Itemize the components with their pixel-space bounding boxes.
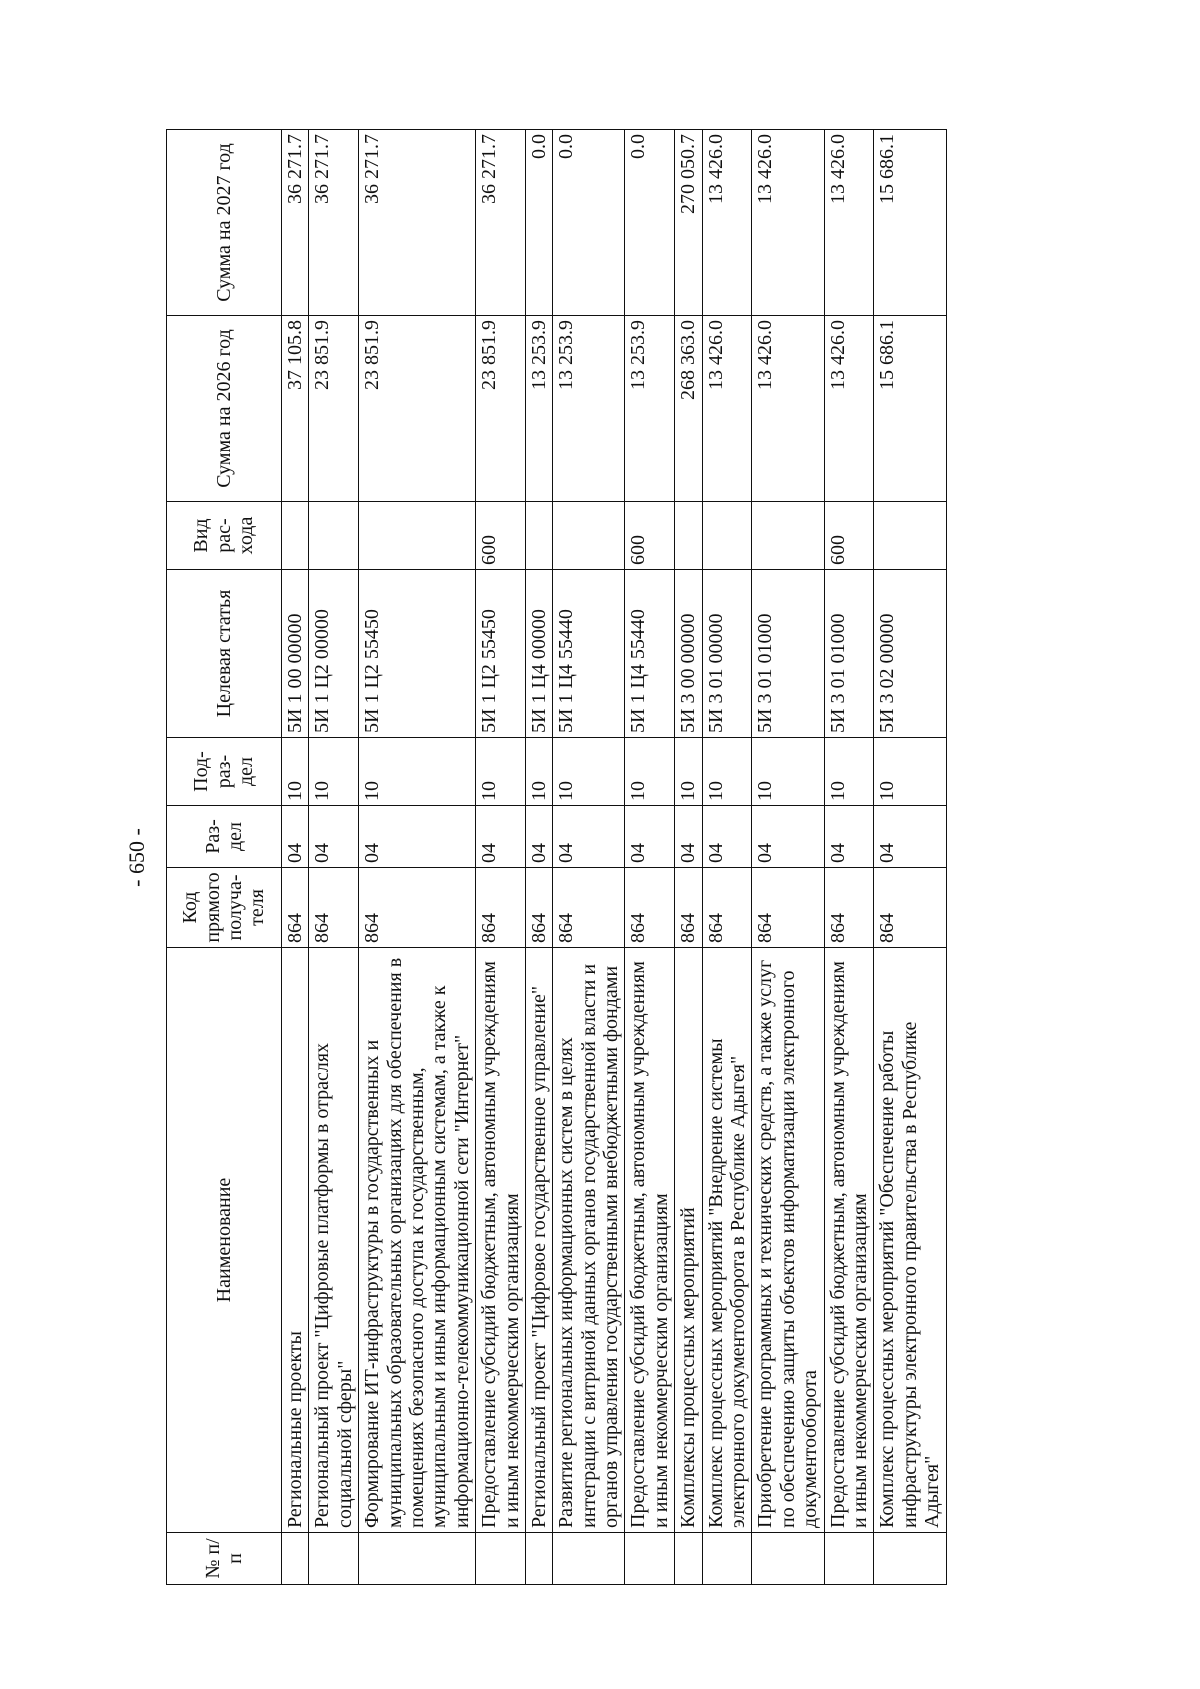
cell-name: Предоставление субсидий бюджетным, автономным учреждениям и иным некоммерческим организациям bbox=[625, 948, 675, 1533]
cell-name: Комплекс процессных мероприятий "Обеспечение работы инфраструктуры электронного правительства в Республике Адыгея" bbox=[874, 948, 946, 1533]
table-row bbox=[282, 130, 309, 1585]
cell-no bbox=[675, 1533, 702, 1585]
cell-sum-2026: 13 253.9 bbox=[525, 316, 552, 502]
header-name: Наименование bbox=[167, 948, 282, 1533]
cell-vid bbox=[874, 502, 946, 570]
cell-vid: 600 bbox=[824, 502, 874, 570]
cell-vid bbox=[553, 502, 625, 570]
cell-name: Комплекс процессных мероприятий "Внедрение системы электронного документооборота в Республике Адыгея" bbox=[702, 948, 752, 1533]
cell-sum-2026: 23 851.9 bbox=[476, 316, 526, 502]
cell-code: 864 bbox=[525, 868, 552, 948]
cell-vid bbox=[675, 502, 702, 570]
cell-sum-2026: 23 851.9 bbox=[359, 316, 476, 502]
cell-vid bbox=[525, 502, 552, 570]
header-sum-2027: Сумма на 2027 год bbox=[167, 130, 282, 316]
cell-razdel: 04 bbox=[675, 806, 702, 868]
cell-code: 864 bbox=[824, 868, 874, 948]
cell-sum-2026: 13 253.9 bbox=[625, 316, 675, 502]
cell-podrazdel: 10 bbox=[625, 738, 675, 806]
cell-podrazdel: 10 bbox=[702, 738, 752, 806]
cell-name: Комплексы процессных мероприятий bbox=[675, 948, 702, 1533]
table-row bbox=[675, 130, 702, 1585]
cell-podrazdel: 10 bbox=[476, 738, 526, 806]
cell-podrazdel: 10 bbox=[359, 738, 476, 806]
cell-name: Региональные проекты bbox=[282, 948, 309, 1533]
cell-name: Предоставление субсидий бюджетным, автономным учреждениям и иным некоммерческим организациям bbox=[824, 948, 874, 1533]
cell-razdel: 04 bbox=[625, 806, 675, 868]
cell-sum-2027: 0.0 bbox=[625, 130, 675, 316]
cell-celevaya: 5И 3 00 00000 bbox=[675, 570, 702, 738]
table-row bbox=[625, 130, 675, 1585]
table-row bbox=[476, 130, 526, 1585]
cell-no bbox=[874, 1533, 946, 1585]
header-vid: Вид рас- хода bbox=[167, 502, 282, 570]
cell-no bbox=[752, 1533, 824, 1585]
header-razdel: Раз- дел bbox=[167, 806, 282, 868]
cell-celevaya: 5И 1 00 00000 bbox=[282, 570, 309, 738]
cell-no bbox=[525, 1533, 552, 1585]
cell-no bbox=[824, 1533, 874, 1585]
cell-no bbox=[476, 1533, 526, 1585]
cell-sum-2026: 268 363.0 bbox=[675, 316, 702, 502]
cell-vid bbox=[359, 502, 476, 570]
cell-celevaya: 5И 3 01 00000 bbox=[702, 570, 752, 738]
cell-code: 864 bbox=[359, 868, 476, 948]
cell-razdel: 04 bbox=[702, 806, 752, 868]
cell-code: 864 bbox=[752, 868, 824, 948]
cell-sum-2026: 37 105.8 bbox=[282, 316, 309, 502]
cell-celevaya: 5И 3 01 01000 bbox=[752, 570, 824, 738]
cell-razdel: 04 bbox=[874, 806, 946, 868]
cell-razdel: 04 bbox=[476, 806, 526, 868]
cell-sum-2027: 270 050.7 bbox=[675, 130, 702, 316]
table-row bbox=[752, 130, 824, 1585]
cell-celevaya: 5И 3 01 01000 bbox=[824, 570, 874, 738]
table-row bbox=[359, 130, 476, 1585]
cell-sum-2026: 13 426.0 bbox=[824, 316, 874, 502]
header-podrazdel: Под- раз- дел bbox=[167, 738, 282, 806]
cell-razdel: 04 bbox=[525, 806, 552, 868]
cell-name: Приобретение программных и технических средств, а также услуг по обеспечению защиты объектов информатизации электронного документооборота bbox=[752, 948, 824, 1533]
cell-no bbox=[359, 1533, 476, 1585]
cell-celevaya: 5И 1 Ц4 55440 bbox=[553, 570, 625, 738]
document-page bbox=[108, 130, 1018, 1585]
cell-celevaya: 5И 1 Ц2 00000 bbox=[309, 570, 359, 738]
cell-celevaya: 5И 1 Ц4 00000 bbox=[525, 570, 552, 738]
cell-celevaya: 5И 1 Ц2 55450 bbox=[359, 570, 476, 738]
cell-no bbox=[625, 1533, 675, 1585]
cell-name: Формирование ИТ-инфраструктуры в государственных и муниципальных образовательных организациях для обеспечения в помещениях безопасного доступа к государственным, муниципальным и иным информационным системам, а также к информационно-телекоммуникационной сети "Интернет" bbox=[359, 948, 476, 1533]
cell-vid bbox=[752, 502, 824, 570]
cell-name: Региональный проект "Цифровые платформы в отраслях социальной сферы" bbox=[309, 948, 359, 1533]
cell-sum-2027: 0.0 bbox=[525, 130, 552, 316]
cell-sum-2027: 13 426.0 bbox=[752, 130, 824, 316]
page-number: - 650 - bbox=[124, 828, 149, 887]
cell-vid bbox=[309, 502, 359, 570]
cell-podrazdel: 10 bbox=[824, 738, 874, 806]
cell-celevaya: 5И 1 Ц2 55450 bbox=[476, 570, 526, 738]
table-row bbox=[702, 130, 752, 1585]
cell-sum-2027: 36 271.7 bbox=[309, 130, 359, 316]
cell-code: 864 bbox=[553, 868, 625, 948]
budget-table bbox=[166, 129, 947, 1585]
cell-sum-2026: 13 426.0 bbox=[702, 316, 752, 502]
cell-celevaya: 5И 1 Ц4 55440 bbox=[625, 570, 675, 738]
cell-no bbox=[309, 1533, 359, 1585]
cell-podrazdel: 10 bbox=[553, 738, 625, 806]
cell-razdel: 04 bbox=[752, 806, 824, 868]
cell-vid bbox=[282, 502, 309, 570]
cell-no bbox=[702, 1533, 752, 1585]
cell-sum-2026: 13 253.9 bbox=[553, 316, 625, 502]
cell-no bbox=[282, 1533, 309, 1585]
cell-name: Развитие региональных информационных систем в целях интеграции с витриной данных органов государственной власти и органов управления государственными внебюджетными фондами bbox=[553, 948, 625, 1533]
cell-name: Предоставление субсидий бюджетным, автономным учреждениям и иным некоммерческим организациям bbox=[476, 948, 526, 1533]
cell-name: Региональный проект "Цифровое государственное управление" bbox=[525, 948, 552, 1533]
cell-sum-2027: 13 426.0 bbox=[702, 130, 752, 316]
cell-vid: 600 bbox=[625, 502, 675, 570]
header-sum-2026: Сумма на 2026 год bbox=[167, 316, 282, 502]
cell-code: 864 bbox=[625, 868, 675, 948]
cell-razdel: 04 bbox=[359, 806, 476, 868]
cell-no bbox=[553, 1533, 625, 1585]
cell-sum-2027: 36 271.7 bbox=[359, 130, 476, 316]
cell-code: 864 bbox=[309, 868, 359, 948]
table-row bbox=[874, 130, 946, 1585]
table-header-row bbox=[167, 130, 282, 1585]
header-celevaya: Целевая статья bbox=[167, 570, 282, 738]
cell-sum-2027: 36 271.7 bbox=[476, 130, 526, 316]
cell-razdel: 04 bbox=[309, 806, 359, 868]
cell-sum-2026: 23 851.9 bbox=[309, 316, 359, 502]
cell-podrazdel: 10 bbox=[874, 738, 946, 806]
cell-podrazdel: 10 bbox=[525, 738, 552, 806]
cell-vid bbox=[702, 502, 752, 570]
cell-code: 864 bbox=[476, 868, 526, 948]
table-row bbox=[553, 130, 625, 1585]
cell-celevaya: 5И 3 02 00000 bbox=[874, 570, 946, 738]
cell-code: 864 bbox=[874, 868, 946, 948]
table-row bbox=[309, 130, 359, 1585]
header-code: Код прямого получа- теля bbox=[167, 868, 282, 948]
cell-podrazdel: 10 bbox=[675, 738, 702, 806]
table-row bbox=[525, 130, 552, 1585]
cell-code: 864 bbox=[702, 868, 752, 948]
cell-podrazdel: 10 bbox=[309, 738, 359, 806]
header-no: № п/п bbox=[167, 1533, 282, 1585]
cell-code: 864 bbox=[675, 868, 702, 948]
cell-podrazdel: 10 bbox=[752, 738, 824, 806]
cell-code: 864 bbox=[282, 868, 309, 948]
cell-podrazdel: 10 bbox=[282, 738, 309, 806]
cell-sum-2027: 15 686.1 bbox=[874, 130, 946, 316]
cell-vid: 600 bbox=[476, 502, 526, 570]
cell-razdel: 04 bbox=[553, 806, 625, 868]
cell-sum-2027: 13 426.0 bbox=[824, 130, 874, 316]
cell-sum-2026: 13 426.0 bbox=[752, 316, 824, 502]
cell-razdel: 04 bbox=[282, 806, 309, 868]
cell-sum-2026: 15 686.1 bbox=[874, 316, 946, 502]
table-row bbox=[824, 130, 874, 1585]
cell-sum-2027: 0.0 bbox=[553, 130, 625, 316]
cell-sum-2027: 36 271.7 bbox=[282, 130, 309, 316]
cell-razdel: 04 bbox=[824, 806, 874, 868]
